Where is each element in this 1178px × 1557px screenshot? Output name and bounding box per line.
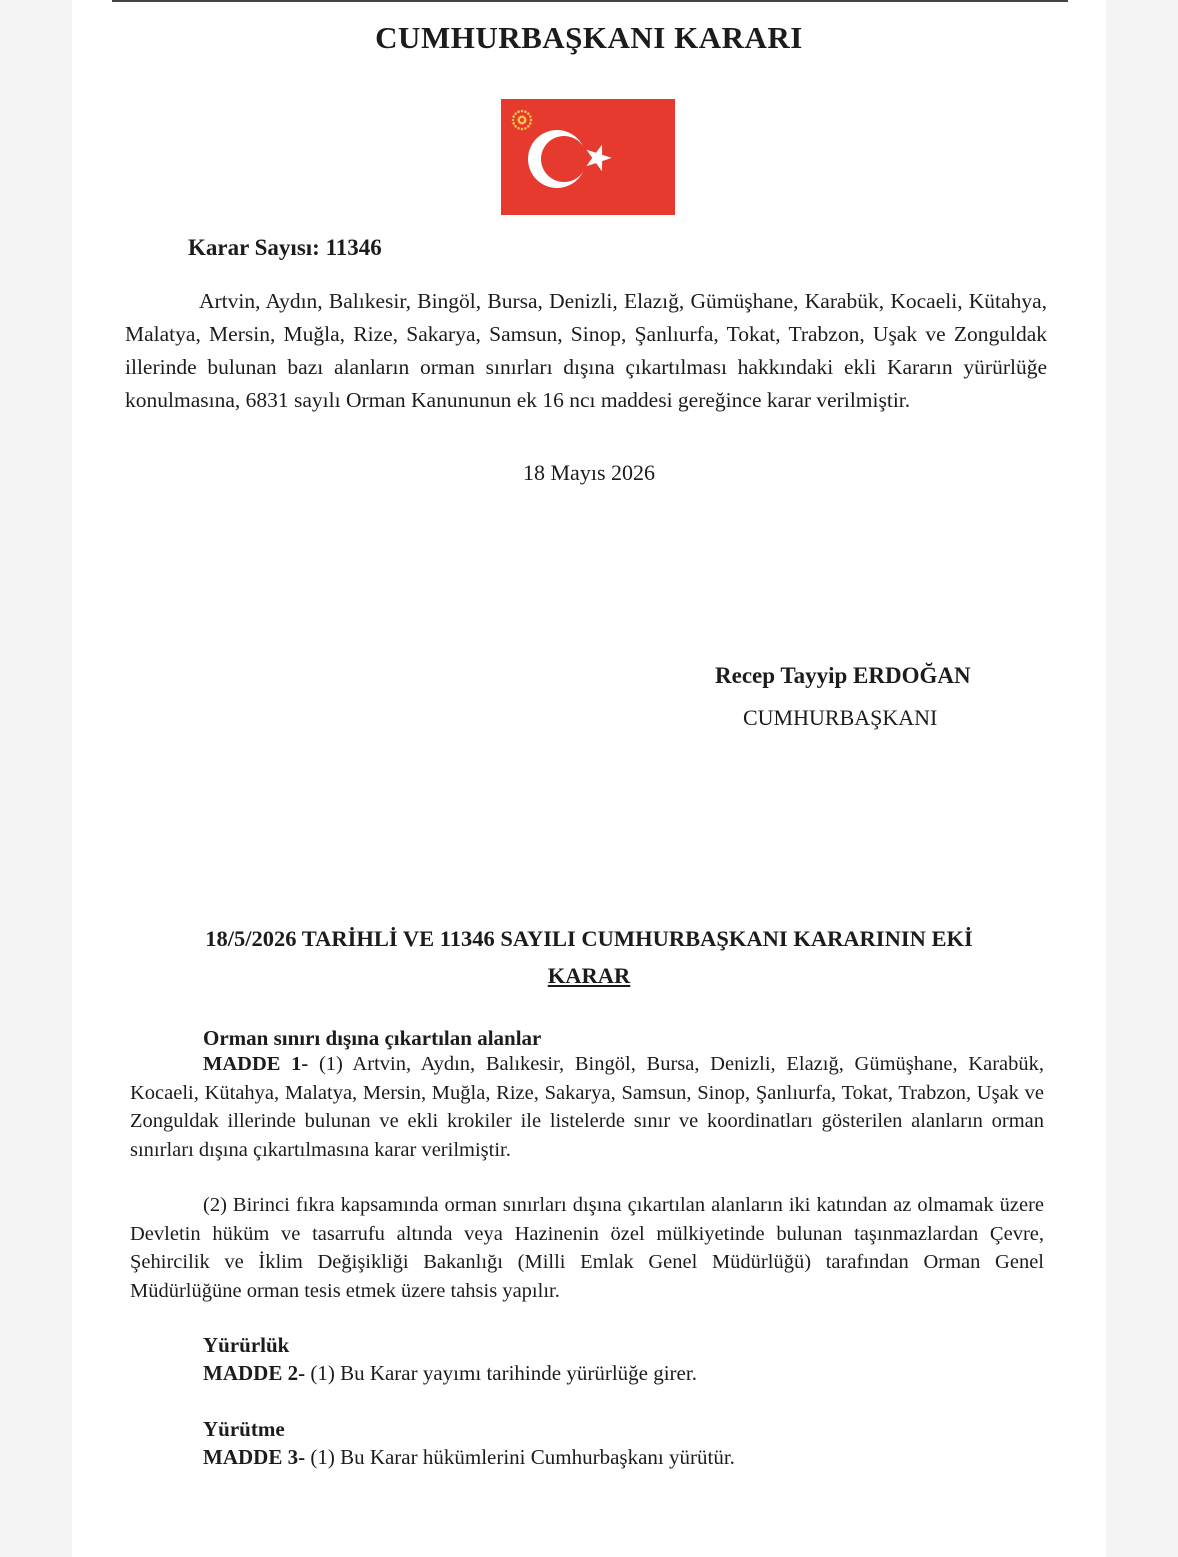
sun-ray-dot — [517, 127, 520, 130]
sun-ray-dot — [512, 119, 515, 122]
sun-ray-dot — [514, 112, 517, 115]
decision-date: 18 Mayıs 2026 — [523, 460, 655, 485]
turkish-flag-emblem — [501, 99, 675, 215]
sun-ray-dot — [530, 119, 533, 122]
sun-ray-dot — [512, 122, 515, 125]
top-rule — [112, 0, 1068, 2]
sun-ray-dot — [524, 127, 527, 130]
article3-text: (1) Bu Karar hükümlerini Cumhurbaşkanı yürütür. — [310, 1445, 735, 1469]
decision-number: Karar Sayısı: 11346 — [188, 235, 382, 260]
document-page — [72, 0, 1106, 1557]
sun-ray-dot — [527, 125, 530, 128]
article3 — [203, 1445, 735, 1470]
sun-ray-dot — [527, 112, 530, 115]
annex-heading: 18/5/2026 TARİHLİ VE 11346 SAYILI CUMHURBAŞKANI KARARININ EKİ — [205, 926, 973, 951]
intro-paragraph: Artvin, Aydın, Balıkesir, Bingöl, Bursa, Denizli, Elazığ, Gümüşhane, Karabük, Kocaeli, Kütahya, Malatya, Mersin, Muğla, Rize, Sakarya, Samsun, Sinop, Şanlıurfa, Tokat, Trabzon, Uşak ve Zonguldak illerinde bulunan bazı alanların orman sınırları dışına çıkartılması hakkındaki ekli Kararın yürürlüğe konulmasına, 6831 sayılı Orman Kanununun ek 16 ncı maddesi gereğince karar verilmiştir. — [125, 289, 1047, 412]
sun-ray-dot — [521, 110, 524, 113]
sun-ray-dot — [529, 115, 532, 118]
signatory-title: CUMHURBAŞKANI — [743, 705, 938, 730]
sun-ray-dot — [521, 128, 524, 131]
sun-ray-dot — [529, 122, 532, 125]
article1-paragraph2: (2) Birinci fıkra kapsamında orman sınırları dışına çıkartılan alanların iki katından az olmamak üzere Devletin hüküm ve tasarrufu altında veya Hazinenin özel mülkiyetinde bulunan taşınmazlardan Çevre, Şehircilik ve İklim Değişikliği Bakanlığı (Milli Emlak Genel Müdürlüğü) tarafından Orman Genel Müdürlüğüne orman tesis etmek üzere tahsis yapılır. — [130, 1194, 1044, 1302]
article1-paragraph1 — [130, 1050, 1044, 1164]
section2-title: Yürürlük — [203, 1333, 290, 1357]
article2-text: (1) Bu Karar yayımı tarihinde yürürlüğe girer. — [310, 1361, 697, 1385]
article2 — [203, 1361, 697, 1386]
sun-ray-dot — [514, 125, 517, 128]
document-title: CUMHURBAŞKANI KARARI — [375, 20, 803, 55]
article3-label: MADDE 3- — [203, 1445, 306, 1469]
flag-field — [501, 99, 675, 215]
article1-text1: (1) Artvin, Aydın, Balıkesir, Bingöl, Bursa, Denizli, Elazığ, Gümüşhane, Karabük, Kocaeli, Kütahya, Malatya, Mersin, Muğla, Rize, Sakarya, Samsun, Sinop, Şanlıurfa, Tokat, Trabzon, Uşak ve Zonguldak illerinde bulunan ve ekli krokiler ile listelerde sınır ve koordinatları gösterilen alanların orman sınırları dışına çıkartılmasına karar verilmiştir. — [130, 1053, 1045, 1161]
sun-ray-dot — [517, 110, 520, 113]
sun-ray-dot — [524, 110, 527, 113]
annex-subheading: KARAR — [547, 963, 631, 988]
article1-label: MADDE 1- — [203, 1053, 309, 1075]
sun-ray-dot — [512, 115, 515, 118]
section3-title: Yürütme — [203, 1417, 285, 1441]
section1-title: Orman sınırı dışına çıkartılan alanlar — [203, 1026, 542, 1050]
signatory-name: Recep Tayyip ERDOĞAN — [715, 663, 971, 688]
crescent-inner — [541, 136, 587, 182]
article2-label: MADDE 2- — [203, 1361, 306, 1385]
